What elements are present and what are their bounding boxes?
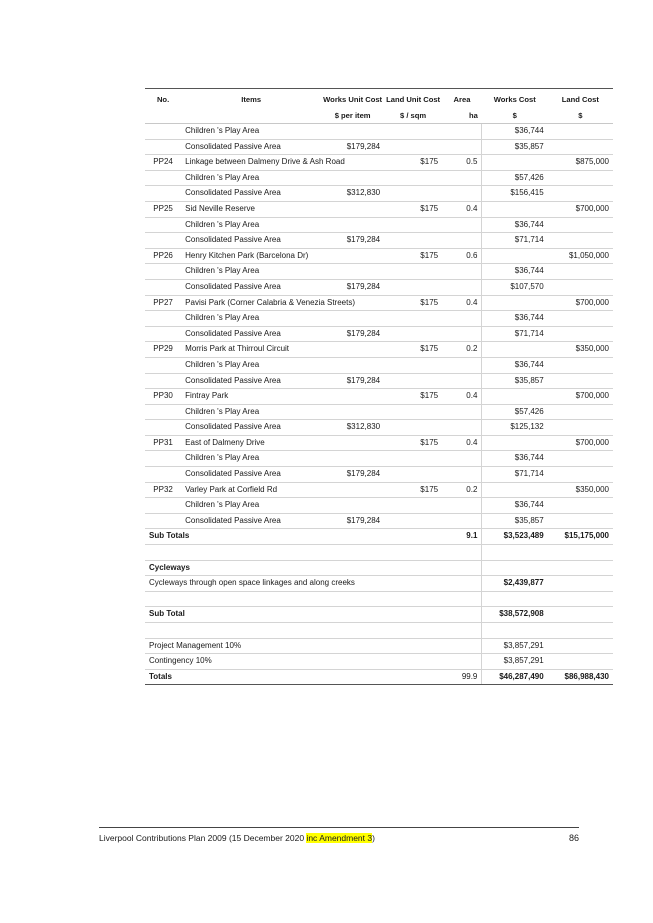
cell-land-unit-cost [384, 373, 442, 389]
blank-row [145, 545, 613, 561]
cell-item: Pavisi Park (Corner Calabria & Venezia Streets) [181, 295, 321, 311]
cell-land-unit-cost [384, 467, 442, 483]
cell-land-unit-cost [384, 451, 442, 467]
totals-area: 99.9 [442, 669, 482, 685]
table-row-subitem [145, 264, 613, 280]
table-row-subitem [145, 467, 613, 483]
cell-item: Children 's Play Area [181, 124, 321, 140]
totals-label: Totals [145, 669, 442, 685]
cell-land-unit-cost: $175 [384, 201, 442, 217]
cell-item: Consolidated Passive Area [181, 279, 321, 295]
cycleways-heading: Cycleways [145, 560, 482, 576]
cell-land-unit-cost: $175 [384, 435, 442, 451]
cell-works-cost: $36,744 [482, 124, 548, 140]
cell-land-cost [548, 186, 613, 202]
cell-land-cost [548, 513, 613, 529]
cell-area [442, 279, 482, 295]
cell-land-cost: $700,000 [548, 389, 613, 405]
table-row-subitem [145, 498, 613, 514]
cell-works-cost: $35,857 [482, 513, 548, 529]
table-row-subitem [145, 357, 613, 373]
cycleways-row [145, 576, 613, 592]
cell-land-cost: $1,050,000 [548, 248, 613, 264]
cell-works-unit-cost [321, 357, 384, 373]
cell-works-unit-cost [321, 389, 384, 405]
cell-land-unit-cost: $175 [384, 482, 442, 498]
cell-works-cost [482, 342, 548, 358]
cell-works-unit-cost [321, 451, 384, 467]
cell-item: Sid Neville Reserve [181, 201, 321, 217]
cell-works-unit-cost: $179,284 [321, 139, 384, 155]
cell-no: PP26 [145, 248, 181, 264]
cell-item: Children 's Play Area [181, 217, 321, 233]
cell-land-unit-cost [384, 311, 442, 327]
cell-land-cost [548, 233, 613, 249]
cell-no [145, 217, 181, 233]
sub-totals-land-cost: $15,175,000 [548, 529, 613, 545]
cell-area: 0.2 [442, 342, 482, 358]
cell-works-unit-cost [321, 124, 384, 140]
table-row-park [145, 435, 613, 451]
cell-item: Children 's Play Area [181, 498, 321, 514]
table-row-subitem [145, 233, 613, 249]
cell-area [442, 467, 482, 483]
cell-item: Children 's Play Area [181, 357, 321, 373]
cell-land-unit-cost: $175 [384, 248, 442, 264]
cycleways-item: Cycleways through open space linkages and along creeks [145, 576, 482, 592]
cell-area: 0.4 [442, 435, 482, 451]
table-body [145, 124, 613, 529]
table-row-subitem [145, 279, 613, 295]
cell-works-cost: $36,744 [482, 498, 548, 514]
sub-total-label: Sub Total [145, 607, 482, 623]
cell-no [145, 124, 181, 140]
table-row-subitem [145, 420, 613, 436]
cell-land-cost [548, 467, 613, 483]
cell-item: Children 's Play Area [181, 404, 321, 420]
cell-no [145, 373, 181, 389]
cell-works-unit-cost [321, 482, 384, 498]
cell-land-cost [548, 451, 613, 467]
cell-no [145, 498, 181, 514]
sub-total-row [145, 607, 613, 623]
cell-land-unit-cost [384, 513, 442, 529]
cell-area [442, 170, 482, 186]
cell-no: PP31 [145, 435, 181, 451]
cell-land-unit-cost [384, 357, 442, 373]
cell-no [145, 420, 181, 436]
cell-works-cost: $71,714 [482, 467, 548, 483]
header-works-cost: Works Cost [482, 89, 548, 110]
contingency-row [145, 654, 613, 670]
cell-land-unit-cost [384, 420, 442, 436]
sub-totals-area: 9.1 [442, 529, 482, 545]
cell-land-unit-cost [384, 326, 442, 342]
cell-works-cost: $35,857 [482, 373, 548, 389]
cost-table [145, 88, 613, 685]
cell-land-unit-cost [384, 139, 442, 155]
cell-land-cost: $700,000 [548, 295, 613, 311]
cell-no: PP24 [145, 155, 181, 171]
cell-no [145, 404, 181, 420]
table-header-row [145, 89, 613, 110]
cell-area: 0.2 [442, 482, 482, 498]
cell-land-cost: $350,000 [548, 342, 613, 358]
cell-no: PP29 [145, 342, 181, 358]
cell-item: Varley Park at Corfield Rd [181, 482, 321, 498]
cell-works-unit-cost [321, 201, 384, 217]
cell-item: Consolidated Passive Area [181, 467, 321, 483]
cell-works-unit-cost [321, 498, 384, 514]
cell-area [442, 124, 482, 140]
cell-works-unit-cost [321, 404, 384, 420]
cell-no [145, 186, 181, 202]
cell-area: 0.4 [442, 389, 482, 405]
cell-item: Consolidated Passive Area [181, 139, 321, 155]
table-row-subitem [145, 139, 613, 155]
cell-works-cost: $36,744 [482, 357, 548, 373]
cell-land-cost: $700,000 [548, 435, 613, 451]
cell-land-cost [548, 279, 613, 295]
table-row-subitem [145, 186, 613, 202]
cell-area [442, 373, 482, 389]
cell-works-cost: $36,744 [482, 264, 548, 280]
cell-works-cost: $57,426 [482, 404, 548, 420]
unit-land-unit-cost: $ / sqm [384, 109, 442, 124]
cell-item: Children 's Play Area [181, 311, 321, 327]
cell-no: PP27 [145, 295, 181, 311]
project-management-row [145, 638, 613, 654]
table-row-subitem [145, 451, 613, 467]
cell-item: Consolidated Passive Area [181, 513, 321, 529]
cell-area [442, 451, 482, 467]
cell-area [442, 357, 482, 373]
cell-no [145, 467, 181, 483]
cell-item: Fintray Park [181, 389, 321, 405]
cell-no [145, 451, 181, 467]
unit-area: ha [442, 109, 482, 124]
cell-land-cost [548, 373, 613, 389]
table-row-park [145, 389, 613, 405]
cell-area [442, 311, 482, 327]
cell-works-unit-cost [321, 248, 384, 264]
cell-area [442, 498, 482, 514]
cell-works-cost: $36,744 [482, 217, 548, 233]
cell-works-cost: $36,744 [482, 451, 548, 467]
cell-land-cost [548, 311, 613, 327]
table-row-subitem [145, 513, 613, 529]
table-row-park [145, 155, 613, 171]
cell-land-cost [548, 124, 613, 140]
cell-works-unit-cost [321, 342, 384, 358]
cell-item: Children 's Play Area [181, 170, 321, 186]
cell-works-unit-cost: $179,284 [321, 513, 384, 529]
cell-area [442, 186, 482, 202]
unit-works-unit-cost: $ per item [321, 109, 384, 124]
cell-no [145, 139, 181, 155]
cell-area: 0.4 [442, 201, 482, 217]
unit-no [145, 109, 181, 124]
table-row-park [145, 248, 613, 264]
cycleways-heading-row [145, 560, 613, 576]
cell-land-cost [548, 264, 613, 280]
cell-land-unit-cost [384, 279, 442, 295]
page-footer [99, 827, 579, 843]
cell-works-unit-cost: $179,284 [321, 279, 384, 295]
project-management-works-cost: $3,857,291 [482, 638, 548, 654]
cell-works-unit-cost: $179,284 [321, 373, 384, 389]
project-management-label: Project Management 10% [145, 638, 482, 654]
blank-row [145, 623, 613, 639]
cell-area [442, 513, 482, 529]
cell-area [442, 233, 482, 249]
cell-land-unit-cost: $175 [384, 342, 442, 358]
cell-no [145, 326, 181, 342]
cell-works-cost [482, 155, 548, 171]
table-units-row [145, 109, 613, 124]
footer-text: Liverpool Contributions Plan 2009 (15 December 2020 [99, 833, 307, 843]
unit-items [181, 109, 321, 124]
cell-land-cost: $350,000 [548, 482, 613, 498]
table-row-subitem [145, 326, 613, 342]
cell-works-unit-cost [321, 435, 384, 451]
cell-item: Consolidated Passive Area [181, 420, 321, 436]
table-row-subitem [145, 170, 613, 186]
cell-works-unit-cost [321, 311, 384, 327]
cell-works-unit-cost [321, 264, 384, 280]
cell-land-unit-cost [384, 233, 442, 249]
cell-no [145, 170, 181, 186]
table-row-park [145, 342, 613, 358]
cell-works-unit-cost: $179,284 [321, 233, 384, 249]
cell-land-unit-cost [384, 264, 442, 280]
cell-land-cost [548, 217, 613, 233]
cell-land-cost [548, 357, 613, 373]
cell-land-cost: $700,000 [548, 201, 613, 217]
header-area: Area [442, 89, 482, 110]
cell-land-cost [548, 498, 613, 514]
table-row-park [145, 201, 613, 217]
cell-area [442, 404, 482, 420]
cell-works-cost [482, 435, 548, 451]
cell-item: Consolidated Passive Area [181, 233, 321, 249]
cell-land-unit-cost [384, 217, 442, 233]
header-land-cost: Land Cost [548, 89, 613, 110]
cell-area [442, 264, 482, 280]
cell-works-cost: $156,415 [482, 186, 548, 202]
cell-works-cost: $71,714 [482, 326, 548, 342]
cell-land-cost [548, 170, 613, 186]
sub-totals-row [145, 529, 613, 545]
cell-works-cost: $125,132 [482, 420, 548, 436]
cell-no [145, 357, 181, 373]
cell-works-unit-cost [321, 170, 384, 186]
cell-area: 0.6 [442, 248, 482, 264]
cell-works-unit-cost: $312,830 [321, 420, 384, 436]
header-land-unit-cost: Land Unit Cost [384, 89, 442, 110]
cell-no [145, 264, 181, 280]
cell-land-unit-cost: $175 [384, 389, 442, 405]
cell-item: Children 's Play Area [181, 451, 321, 467]
footer-highlight: inc Amendment 3 [306, 833, 373, 843]
cell-item: Consolidated Passive Area [181, 186, 321, 202]
cell-land-cost [548, 139, 613, 155]
cycleways-works-cost: $2,439,877 [482, 576, 548, 592]
cell-works-cost: $107,570 [482, 279, 548, 295]
cell-no: PP30 [145, 389, 181, 405]
cell-works-unit-cost: $179,284 [321, 467, 384, 483]
cell-land-cost: $875,000 [548, 155, 613, 171]
cell-area: 0.4 [442, 295, 482, 311]
cell-no: PP25 [145, 201, 181, 217]
cell-land-unit-cost: $175 [384, 155, 442, 171]
footer-close: ) [372, 833, 375, 843]
table-row-subitem [145, 404, 613, 420]
table-summary [145, 529, 613, 685]
cell-works-cost: $57,426 [482, 170, 548, 186]
cell-land-unit-cost [384, 186, 442, 202]
cell-area [442, 420, 482, 436]
sub-totals-works-cost: $3,523,489 [482, 529, 548, 545]
table-row-subitem [145, 124, 613, 140]
sub-totals-label: Sub Totals [145, 529, 442, 545]
cell-works-cost [482, 248, 548, 264]
cell-land-unit-cost [384, 498, 442, 514]
cell-area: 0.5 [442, 155, 482, 171]
cell-works-unit-cost: $312,830 [321, 186, 384, 202]
table-row-park [145, 482, 613, 498]
table-row-subitem [145, 311, 613, 327]
cell-no: PP32 [145, 482, 181, 498]
cell-land-cost [548, 404, 613, 420]
header-items: Items [181, 89, 321, 110]
contingency-works-cost: $3,857,291 [482, 654, 548, 670]
cell-land-cost [548, 326, 613, 342]
cell-land-unit-cost [384, 170, 442, 186]
cell-works-unit-cost [321, 217, 384, 233]
cell-works-cost: $71,714 [482, 233, 548, 249]
table-row-park [145, 295, 613, 311]
cell-item: Henry Kitchen Park (Barcelona Dr) [181, 248, 321, 264]
cell-land-unit-cost: $175 [384, 295, 442, 311]
contingency-label: Contingency 10% [145, 654, 482, 670]
table-row-subitem [145, 373, 613, 389]
cell-land-unit-cost [384, 404, 442, 420]
cell-works-cost [482, 295, 548, 311]
cell-item: Linkage between Dalmeny Drive & Ash Road [181, 155, 321, 171]
totals-row [145, 669, 613, 685]
cell-area [442, 217, 482, 233]
totals-works-cost: $46,287,490 [482, 669, 548, 685]
cell-works-cost [482, 201, 548, 217]
cell-no [145, 311, 181, 327]
unit-land-cost: $ [548, 109, 613, 124]
table-row-subitem [145, 217, 613, 233]
cell-works-cost [482, 389, 548, 405]
cell-item: East of Dalmeny Drive [181, 435, 321, 451]
cell-works-cost: $35,857 [482, 139, 548, 155]
sub-total-works-cost: $38,572,908 [482, 607, 548, 623]
unit-works-cost: $ [482, 109, 548, 124]
header-works-unit-cost: Works Unit Cost [321, 89, 384, 110]
cell-works-unit-cost: $179,284 [321, 326, 384, 342]
cell-land-unit-cost [384, 124, 442, 140]
cell-item: Consolidated Passive Area [181, 326, 321, 342]
header-no: No. [145, 89, 181, 110]
cell-item: Children 's Play Area [181, 264, 321, 280]
cell-item: Consolidated Passive Area [181, 373, 321, 389]
cell-item: Morris Park at Thirroul Circuit [181, 342, 321, 358]
cell-area [442, 326, 482, 342]
blank-row [145, 591, 613, 607]
cell-area [442, 139, 482, 155]
cell-no [145, 279, 181, 295]
cell-works-cost [482, 482, 548, 498]
cell-no [145, 513, 181, 529]
totals-land-cost: $86,988,430 [548, 669, 613, 685]
cell-works-cost: $36,744 [482, 311, 548, 327]
cell-land-cost [548, 420, 613, 436]
cell-no [145, 233, 181, 249]
page-number: 86 [568, 833, 579, 843]
